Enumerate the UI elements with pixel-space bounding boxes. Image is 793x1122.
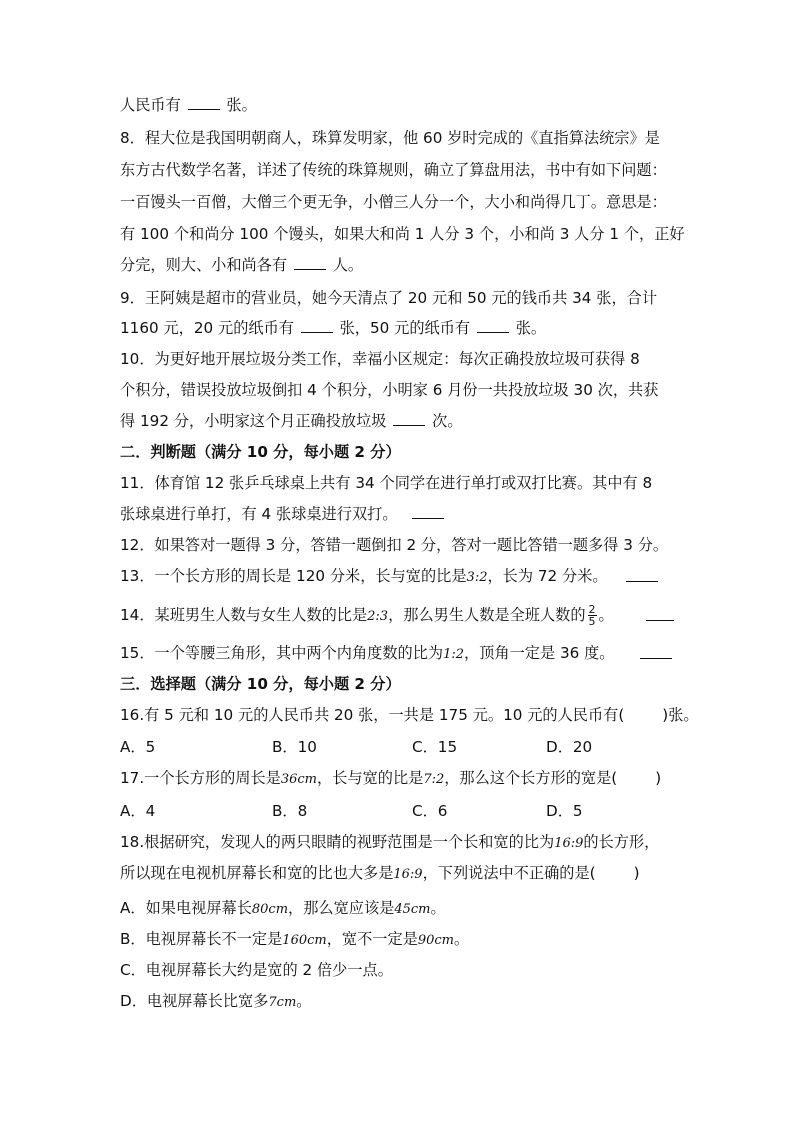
q17-ratio: 7:2 bbox=[423, 772, 445, 787]
q18-line-1 bbox=[120, 832, 659, 854]
q16-text-a: 16.有 5 元和 10 元的人民币共 20 张，一共是 175 元。10 元的人民币有( bbox=[120, 706, 625, 724]
q12-line: 12．如果答对一题得 3 分，答错一题倒扣 2 分，答对一题比答错一题多得 3 分。 bbox=[120, 536, 669, 554]
q17-option-c[interactable]: C．6 bbox=[412, 802, 448, 820]
q13-ratio: 3:2 bbox=[466, 570, 488, 585]
q10-answer-blank[interactable] bbox=[393, 411, 425, 426]
q9-line-1: 9．王阿姨是超市的营业员，她今天清点了 20 元和 50 元的钱币共 34 张，合计 bbox=[120, 289, 658, 307]
q16-option-c[interactable]: C．15 bbox=[412, 738, 458, 756]
q13-line bbox=[120, 566, 608, 588]
q14-text-a: 14．某班男生人数与女生人数的比是 bbox=[120, 606, 368, 624]
q18-text-2b: ，下列说法中不正确的是( bbox=[422, 864, 596, 882]
q18-option-b-text-b: ，宽不一定是 bbox=[326, 930, 418, 948]
q13-answer-blank[interactable] bbox=[626, 580, 658, 582]
q9-answer-blank-50[interactable] bbox=[477, 318, 509, 333]
section-heading-choice: 三．选择题（满分 10 分，每小题 2 分） bbox=[120, 675, 401, 693]
q16-option-a[interactable]: A．5 bbox=[120, 738, 156, 756]
q10-line-2: 个积分，错误投放垃圾倒扣 4 个积分，小明家 6 月份一共投放垃圾 30 次，共获 bbox=[120, 381, 659, 399]
q18-option-d[interactable] bbox=[120, 991, 311, 1013]
q18-option-d-value: 7cm bbox=[268, 995, 297, 1010]
q11-line-2 bbox=[120, 504, 446, 524]
q14-text-b: ，那么男生人数是全班人数的 bbox=[388, 606, 586, 624]
q8-line-4: 有 100 个和尚分 100 个馒头，如果大和尚 1 人分 3 个，小和尚 3 人分 1 个，正好 bbox=[120, 225, 685, 243]
q17-option-d[interactable]: D．5 bbox=[546, 802, 583, 820]
q10-text-b: 次。 bbox=[432, 412, 463, 430]
q18-option-a-value-2: 45cm bbox=[394, 902, 431, 917]
q17-text-b: ，长与宽的比是 bbox=[317, 769, 424, 787]
q18-option-a-text-a: A．如果电视屏幕长 bbox=[120, 899, 252, 917]
q9-line-2 bbox=[120, 318, 546, 338]
q17-text-d: ) bbox=[655, 769, 662, 787]
section-heading-judgement: 二．判断题（满分 10 分，每小题 2 分） bbox=[120, 443, 401, 461]
q18-option-a-text-c: 。 bbox=[430, 899, 446, 917]
q17-line bbox=[120, 768, 661, 790]
q8-text-a: 分完，则大、小和尚各有 bbox=[120, 256, 288, 274]
q15-answer-blank[interactable] bbox=[640, 657, 672, 659]
q18-option-b[interactable] bbox=[120, 929, 469, 951]
continuation-text-b: 张。 bbox=[226, 96, 257, 114]
q11-text: 张球桌进行单打，有 4 张球桌进行双打。 bbox=[120, 505, 398, 523]
q18-text-1a: 18.根据研究，发现人的两只眼睛的视野范围是一个长和宽的比为 bbox=[120, 833, 555, 851]
q14-ratio: 2:3 bbox=[367, 609, 389, 624]
q17-option-a[interactable]: A．4 bbox=[120, 802, 156, 820]
q14-line bbox=[120, 601, 614, 629]
q13-text-a: 13．一个长方形的周长是 120 分米，长与宽的比是 bbox=[120, 567, 467, 585]
q15-ratio: 1:2 bbox=[443, 647, 464, 662]
q18-option-b-value-2: 90cm bbox=[417, 933, 454, 948]
q18-option-d-text-a: D．电视屏幕长比宽多 bbox=[120, 992, 269, 1010]
q18-text-2a: 所以现在电视机屏幕长和宽的比也大多是 bbox=[120, 864, 394, 882]
q17-text-c: ，那么这个长方形的宽是( bbox=[444, 769, 618, 787]
q10-line-1: 10．为更好地开展垃圾分类工作，幸福小区规定：每次正确投放垃圾可获得 8 bbox=[120, 350, 640, 368]
q8-line-1: 8．程大位是我国明朝商人，珠算发明家，他 60 岁时完成的《直指算法统宗》是 bbox=[120, 129, 660, 147]
q13-text-b: ，长为 72 分米。 bbox=[487, 567, 608, 585]
q16-line bbox=[120, 705, 699, 725]
q18-option-a[interactable] bbox=[120, 898, 446, 920]
q14-answer-blank[interactable] bbox=[646, 619, 674, 621]
q18-option-b-text-a: B．电视屏幕长不一定是 bbox=[120, 930, 283, 948]
q8-line-5 bbox=[120, 255, 363, 275]
q11-line-1: 11．体育馆 12 张乒乓球桌上共有 34 个同学在进行单打或双打比赛。其中有 8 bbox=[120, 474, 653, 492]
q18-text-2c: ) bbox=[633, 864, 640, 882]
q14-fraction bbox=[588, 604, 597, 627]
q18-option-b-value-1: 160cm bbox=[282, 933, 327, 948]
answer-blank[interactable] bbox=[188, 95, 220, 110]
q15-text-b: ，顶角一定是 36 度。 bbox=[464, 644, 615, 662]
q9-text-a: 1160 元，20 元的纸币有 bbox=[120, 319, 294, 337]
q9-answer-blank-20[interactable] bbox=[301, 318, 333, 333]
q16-text-b: )张。 bbox=[662, 706, 699, 724]
q8-line-3: 一百馒头一百僧，大僧三个更无争，小僧三人分一个，大小和尚得几丁。意思是： bbox=[120, 193, 667, 211]
q16-option-d[interactable]: D．20 bbox=[546, 738, 593, 756]
q18-option-b-text-c: 。 bbox=[454, 930, 470, 948]
q11-answer-blank[interactable] bbox=[412, 504, 444, 519]
q9-text-b: 张，50 元的纸币有 bbox=[339, 319, 471, 337]
q17-option-b[interactable]: B．8 bbox=[272, 802, 308, 820]
q10-text-a: 得 192 分，小明家这个月正确投放垃圾 bbox=[120, 412, 387, 430]
q18-line-2 bbox=[120, 863, 640, 885]
q16-option-b[interactable]: B．10 bbox=[272, 738, 317, 756]
q15-line bbox=[120, 643, 614, 665]
continuation-line bbox=[120, 95, 257, 115]
q9-text-c: 张。 bbox=[515, 319, 547, 337]
continuation-text-a: 人民币有 bbox=[120, 96, 181, 114]
q18-option-a-value-1: 80cm bbox=[251, 902, 289, 917]
q17-text-a: 17.一个长方形的周长是 bbox=[120, 769, 281, 787]
q8-line-2: 东方古代数学名著，详述了传统的珠算规则，确立了算盘用法，书中有如下问题： bbox=[120, 161, 667, 179]
q15-text-a: 15．一个等腰三角形，其中两个内角度数的比为 bbox=[120, 644, 444, 662]
q18-ratio-2: 16:9 bbox=[393, 867, 423, 882]
q14-fraction-denominator: 5 bbox=[588, 615, 596, 628]
q18-option-a-text-b: ，那么宽应该是 bbox=[288, 899, 395, 917]
q10-line-3 bbox=[120, 411, 463, 431]
q17-value: 36cm bbox=[280, 772, 317, 787]
q18-option-c[interactable]: C．电视屏幕长大约是宽的 2 倍少一点。 bbox=[120, 961, 393, 979]
q8-answer-blank[interactable] bbox=[294, 255, 326, 270]
q14-text-c: 。 bbox=[598, 606, 614, 624]
q18-text-1b: 的长方形， bbox=[583, 833, 660, 851]
q18-ratio-1: 16:9 bbox=[554, 836, 584, 851]
q18-option-d-text-b: 。 bbox=[296, 992, 312, 1010]
q14-fraction-numerator: 2 bbox=[588, 603, 596, 616]
q8-text-b: 人。 bbox=[332, 256, 364, 274]
